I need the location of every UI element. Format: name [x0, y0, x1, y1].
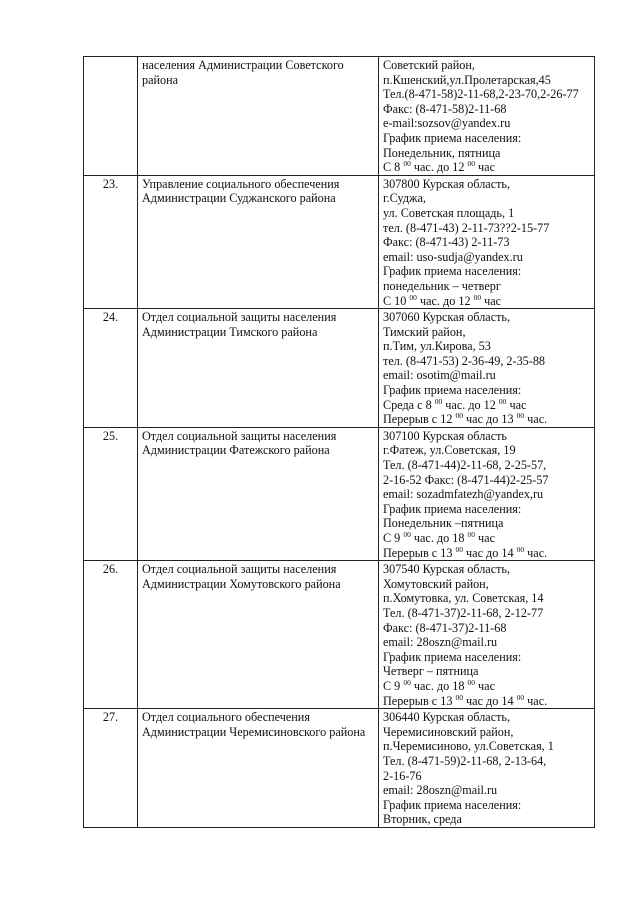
hours-from-text: Перерыв с 13 — [383, 545, 453, 560]
superscript-minutes: 00 — [403, 159, 411, 169]
contact-line: г.Фатеж, ул.Советская, 19 — [383, 443, 516, 458]
contact-line: email: uso-sudja@yandex.ru — [383, 249, 523, 264]
hours-unit-text: час. — [527, 693, 548, 708]
superscript-minutes: 00 — [473, 292, 482, 302]
contact-line: График приема населения: — [383, 797, 522, 812]
contact-line: Факс: (8-471-37)2-11-68 — [383, 620, 507, 635]
agency-name: Отдел социальной защиты населения Администрации Тимского района — [142, 310, 337, 339]
contact-line: email: sozadmfatezh@yandex,ru — [383, 487, 544, 502]
hours-unit-text: час — [478, 531, 495, 545]
table-row — [84, 561, 595, 709]
contact-line: email: 28oszn@mail.ru — [383, 635, 498, 650]
contact-line: Тимский район, — [383, 324, 466, 339]
row-number: 24. — [84, 309, 138, 428]
row-number: 26. — [84, 561, 138, 709]
contact-line: График приема населения: — [383, 130, 522, 145]
hours-to-text: час до 14 — [466, 693, 514, 708]
contact-line: email: 28oszn@mail.ru — [383, 783, 498, 798]
hours-to-text: час до 13 — [466, 412, 514, 427]
hours-unit-text: час — [478, 160, 495, 175]
superscript-minutes: 00 — [455, 692, 463, 702]
row-number: 27. — [84, 709, 138, 828]
hours-unit-text: час — [478, 678, 495, 693]
table-row — [84, 57, 595, 176]
contact-line: Тел. (8-471-37)2-11-68, 2-12-77 — [383, 605, 544, 620]
table-row — [84, 427, 595, 560]
superscript-minutes: 00 — [516, 411, 525, 421]
agency-name-cell — [138, 57, 379, 176]
contact-line: п.Черемисиново, ул.Советская, 1 — [383, 739, 554, 754]
contacts-table — [83, 56, 595, 828]
contact-info-cell — [379, 561, 595, 709]
contact-info-cell — [379, 709, 595, 828]
table-row — [84, 309, 595, 428]
contact-line: г.Суджа, — [383, 191, 426, 206]
contact-line: Четверг – пятница — [383, 664, 479, 679]
superscript-minutes: 00 — [467, 159, 475, 169]
hours-line — [383, 531, 590, 546]
contact-line: 306440 Курская область, — [383, 710, 511, 725]
contact-line: Советский район, — [383, 58, 475, 72]
superscript-minutes: 00 — [498, 396, 507, 406]
hours-unit-text: час — [509, 397, 527, 412]
superscript-minutes: 00 — [467, 530, 475, 539]
contact-line: п.Кшенский,ул.Пролетарская,45 — [383, 72, 551, 87]
hours-to-text: час. до 12 — [419, 293, 471, 308]
contact-line: Тел.(8-471-58)2-11-68,2-23-70,2-26-77 — [383, 87, 579, 102]
agency-name-cell — [138, 709, 379, 828]
contact-line: 2-16-76 — [383, 768, 422, 783]
hours-from-text: Перерыв с 12 — [383, 412, 453, 427]
contact-line: 307800 Курская область, — [383, 176, 511, 191]
agency-name-cell — [138, 175, 379, 308]
table-row — [84, 709, 595, 828]
agency-name-cell — [138, 427, 379, 560]
contact-line: понедельник – четверг — [383, 278, 501, 293]
hours-line — [383, 412, 590, 427]
contact-line: График приема населения: — [383, 649, 522, 664]
contact-info-cell — [379, 427, 595, 560]
contact-line: Вторник, среда — [383, 812, 462, 827]
contact-info-cell — [379, 57, 595, 176]
hours-from-text: Перерыв с 13 — [383, 693, 453, 708]
contact-line: Факс: (8-471-58)2-11-68 — [383, 101, 507, 116]
agency-name-cell — [138, 561, 379, 709]
contact-line: п.Тим, ул.Кирова, 53 — [383, 339, 491, 354]
contact-info-cell — [379, 175, 595, 308]
superscript-minutes: 00 — [455, 544, 463, 554]
hours-line — [383, 546, 590, 561]
contact-line: Тел. (8-471-59)2-11-68, 2-13-64, — [383, 753, 547, 768]
contact-line: График приема населения: — [383, 501, 522, 516]
row-number — [84, 57, 138, 176]
contact-line: 2-16-52 Факс: (8-471-44)2-25-57 — [383, 472, 549, 487]
hours-line — [383, 679, 590, 694]
hours-from-text: Среда с 8 — [383, 397, 432, 412]
contact-line: Черемисиновский район, — [383, 724, 514, 739]
hours-line — [383, 398, 590, 413]
agency-name: Управление социального обеспечения Администрации Суджанского района — [142, 176, 340, 206]
agency-name: Отдел социальной защиты населения Администрации Фатежского района — [142, 428, 337, 458]
superscript-minutes: 00 — [403, 677, 411, 687]
superscript-minutes: 00 — [434, 396, 443, 406]
row-number: 25. — [84, 427, 138, 560]
contact-line: тел. (8-471-53) 2-36-49, 2-35-88 — [383, 353, 546, 368]
hours-to-text: час. до 18 — [413, 678, 465, 693]
contacts-table-body — [84, 57, 595, 828]
superscript-minutes: 00 — [409, 292, 417, 302]
hours-unit-text: час — [484, 293, 502, 308]
hours-from-text: С 9 — [383, 678, 401, 693]
contact-line: email: osotim@mail.ru — [383, 368, 496, 383]
superscript-minutes: 00 — [455, 411, 463, 421]
hours-from-text: С 9 — [383, 531, 401, 545]
agency-name: населения Администрации Советского района — [142, 58, 344, 87]
contact-line: e-mail:sozsov@yandex.ru — [383, 116, 511, 131]
contact-line: 307060 Курская область, — [383, 310, 511, 325]
contact-line: п.Хомутовка, ул. Советская, 14 — [383, 591, 544, 606]
contact-line: ул. Советская площадь, 1 — [383, 205, 515, 220]
contact-line: тел. (8-471-43) 2-11-73??2-15-77 — [383, 220, 550, 235]
superscript-minutes: 00 — [516, 692, 525, 702]
contact-line: Понедельник –пятница — [383, 516, 504, 531]
agency-name: Отдел социального обеспечения Администрации Черемисиновского района — [142, 710, 366, 739]
contact-line: График приема населения: — [383, 383, 522, 398]
hours-to-text: час. до 12 — [413, 160, 465, 175]
superscript-minutes: 00 — [516, 544, 525, 554]
table-row — [84, 175, 595, 308]
hours-to-text: час до 14 — [466, 545, 514, 560]
agency-name: Отдел социальной защиты населения Администрации Хомутовского района — [142, 562, 341, 591]
hours-line — [383, 294, 590, 309]
hours-unit-text: час. — [527, 545, 548, 560]
agency-name-cell — [138, 309, 379, 428]
hours-from-text: С 8 — [383, 160, 401, 175]
superscript-minutes: 00 — [467, 677, 475, 687]
superscript-minutes: 00 — [403, 530, 411, 539]
contact-line: Понедельник, пятница — [383, 145, 501, 160]
contact-info-cell — [379, 309, 595, 428]
contact-line: Тел. (8-471-44)2-11-68, 2-25-57, — [383, 458, 547, 473]
contact-line: 307540 Курская область, — [383, 562, 511, 577]
contact-line: 307100 Курская область — [383, 428, 507, 443]
contact-line: Факс: (8-471-43) 2-11-73 — [383, 235, 510, 250]
contact-line: Хомутовский район, — [383, 576, 489, 591]
hours-to-text: час. до 12 — [445, 397, 496, 412]
hours-line — [383, 694, 590, 709]
hours-to-text: час. до 18 — [413, 531, 465, 545]
row-number: 23. — [84, 175, 138, 308]
hours-from-text: С 10 — [383, 293, 407, 308]
contact-line: График приема населения: — [383, 264, 522, 279]
hours-unit-text: час. — [527, 412, 548, 427]
hours-line — [383, 160, 590, 175]
